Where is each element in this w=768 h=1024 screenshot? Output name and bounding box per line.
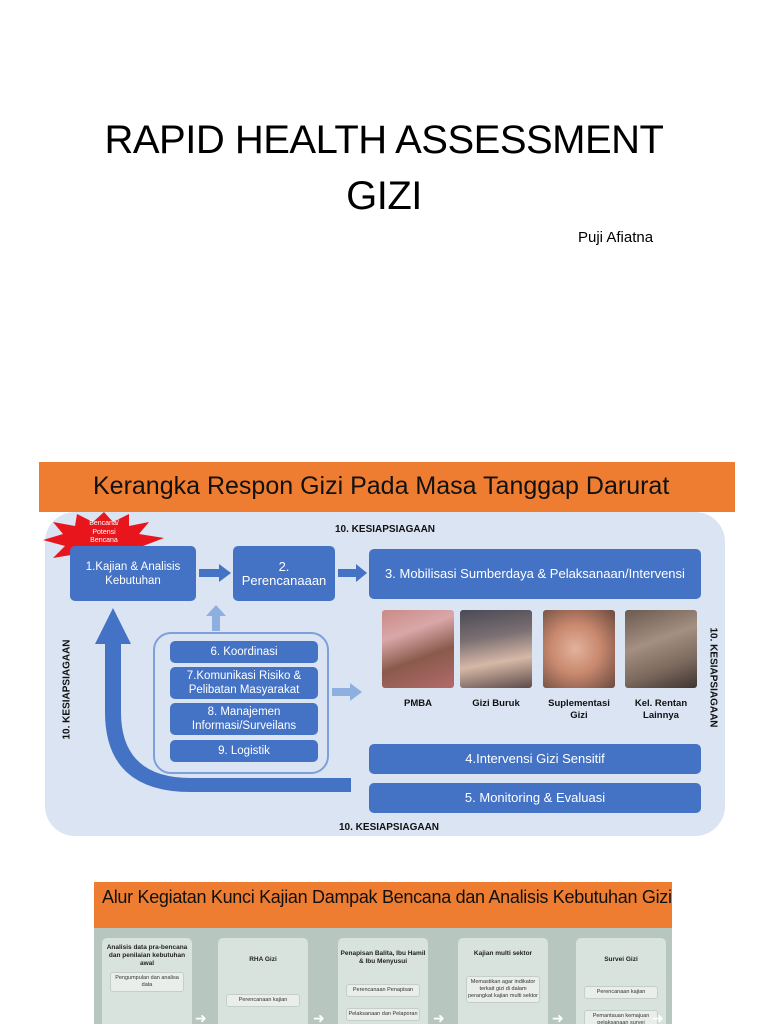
kesiapsiagaan-left: 10. KESIAPSIAGAAN <box>61 639 73 740</box>
box-perencanaan: 2. Perencanaaan <box>233 546 335 601</box>
flow-column <box>102 938 192 1024</box>
photo-label-rentan: Kel. Rentan Lainnya <box>634 698 688 721</box>
kesiapsiagaan-right: 10. KESIAPSIAGAAN <box>707 627 719 728</box>
photo-kelompok-rentan <box>625 610 697 688</box>
burst-text <box>77 520 131 546</box>
column-chip: Perencanaan kajian <box>584 986 658 999</box>
column-chip: Pelaksanaan dan Pelaporan <box>346 1008 420 1021</box>
kesiapsiagaan-top: 10. KESIAPSIAGAAN <box>335 524 436 535</box>
box-monitoring-evaluasi: 5. Monitoring & Evaluasi <box>369 783 701 813</box>
burst-line-2: Potensi <box>92 528 116 536</box>
arrow-right-icon: ➜ <box>195 1010 207 1024</box>
column-chip: Pengumpulan dan analisa data <box>110 972 184 992</box>
flow-column <box>338 938 428 1024</box>
box-intervensi-sensitif: 4.Intervensi Gizi Sensitif <box>369 744 701 774</box>
column-heading: RHA Gizi <box>249 956 277 963</box>
flow-column <box>218 938 308 1024</box>
column-chip: Pemantauan kemajuan pelaksanaan survei <box>584 1010 658 1024</box>
box-manajemen-informasi: 8. Manajemen Informasi/Surveilans <box>170 703 318 735</box>
burst-line-3: Bencana <box>90 537 118 544</box>
column-chip: Perencanaan kajian <box>226 994 300 1007</box>
slide1-title: Kerangka Respon Gizi Pada Masa Tanggap Darurat <box>93 472 670 500</box>
column-heading: Kajian multi sektor <box>473 950 533 957</box>
title-line-1: RAPID HEALTH ASSESSMENT <box>104 118 664 162</box>
column-heading: Penapisan Balita, Ibu Hamil & Ibu Menyusui <box>340 950 426 965</box>
box-koordinasi: 6. Koordinasi <box>170 641 318 663</box>
title-line-2: GIZI <box>346 174 422 218</box>
slide-activity-flow <box>94 882 672 1024</box>
column-heading: Survei Gizi <box>604 956 638 963</box>
photo-gizi-buruk <box>460 610 532 688</box>
box-komunikasi-risiko: 7.Komunikasi Risiko & Pelibatan Masyarakat <box>170 667 318 699</box>
photo-suplementasi <box>543 610 615 688</box>
author-name: Puji Afiatna <box>578 229 654 246</box>
burst-line-1: Bencana/ <box>89 520 119 527</box>
kesiapsiagaan-bottom: 10. KESIAPSIAGAAN <box>339 822 440 833</box>
arrow-right-icon <box>197 562 233 584</box>
photo-pmba <box>382 610 454 688</box>
arrow-right-icon: ➜ <box>552 1010 564 1024</box>
slide-framework <box>39 462 735 838</box>
document-title <box>0 112 768 224</box>
column-heading: Analisis data pra-bencana dan penilaian kebutuhan awal <box>106 944 188 967</box>
flow-column <box>458 938 548 1024</box>
arrow-right-icon: ➜ <box>433 1010 445 1024</box>
arrow-right-icon: ➜ <box>313 1010 325 1024</box>
slide2-title: Alur Kegiatan Kunci Kajian Dampak Bencana dan Analisis Kebutuhan Gizi <box>102 887 672 907</box>
arrow-right-icon: ➜ <box>652 1010 664 1024</box>
photo-label-suplementasi: Suplementasi Gizi <box>548 698 610 721</box>
photo-label-pmba: PMBA <box>404 698 432 709</box>
column-chip: Perencanaan Penapisan <box>346 984 420 997</box>
box-mobilisasi: 3. Mobilisasi Sumberdaya & Pelaksanaan/Intervensi <box>369 549 701 599</box>
column-chip: Memastikan agar indikator terkait gizi di dalam perangkat kajian multi sektor <box>466 976 540 1003</box>
photo-label-gizi-buruk: Gizi Buruk <box>472 698 520 709</box>
box-logistik: 9. Logistik <box>170 740 318 762</box>
arrow-right-icon <box>336 562 369 584</box>
box-kajian-analisis: 1.Kajian & Analisis Kebutuhan <box>70 546 196 601</box>
